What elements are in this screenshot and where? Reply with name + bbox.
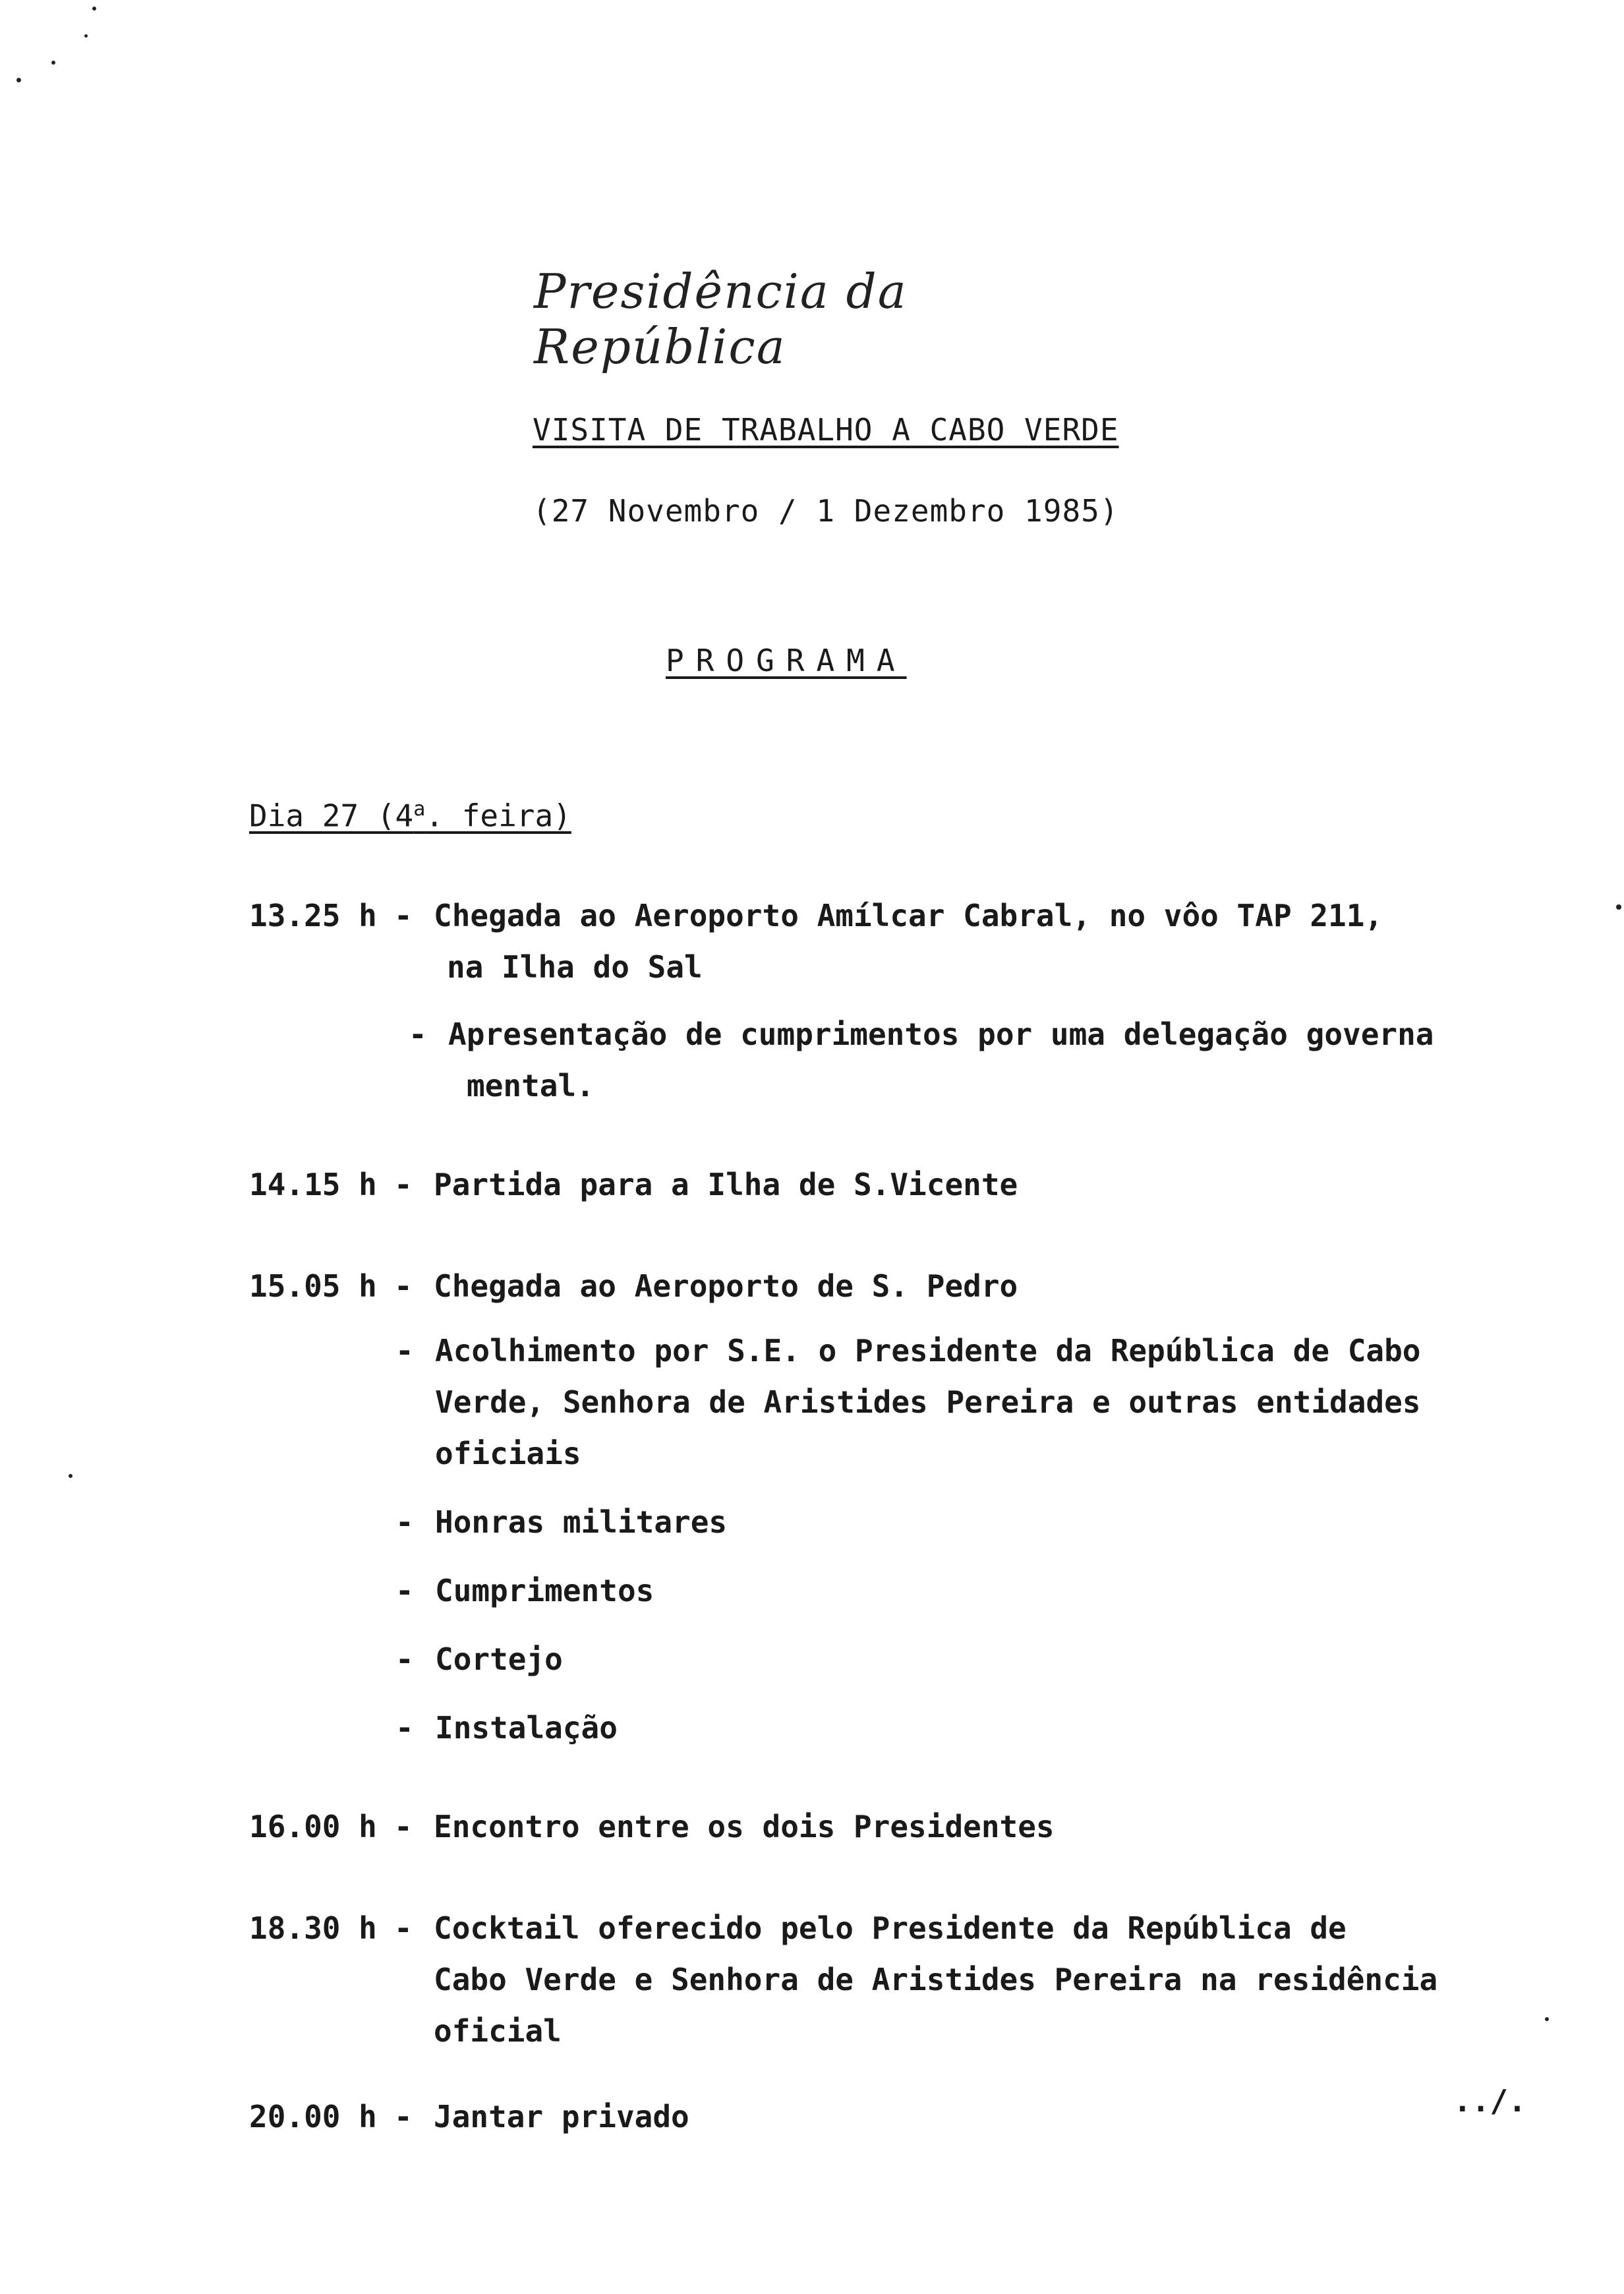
programa-heading: PROGRAMA [666,643,907,678]
letterhead-presidencia: Presidência da República [534,264,908,374]
scan-speck [92,7,96,11]
subitem-text-cont: Verde, Senhora de Aristides Pereira e outras entidades [435,1384,1421,1420]
schedule-dash: - [394,2099,413,2134]
document-title: VISITA DE TRABALHO A CABO VERDE [533,412,1119,448]
schedule-time: 18.30 h [249,1910,377,1946]
visit-dates: (27 Novembro / 1 Dezembro 1985) [533,493,1119,529]
schedule-text: Encontro entre os dois Presidentes [434,1809,1055,1844]
schedule-text-cont: Cabo Verde e Senhora de Aristides Pereira na residência [434,1962,1438,1997]
subitem-text: Cumprimentos [435,1573,654,1608]
schedule-row [249,2091,689,2142]
subitem-text-cont: oficiais [435,1436,581,1471]
schedule-time: 13.25 h [249,898,377,933]
subitem-text: Cortejo [435,1641,563,1677]
schedule-subitem [395,1496,727,1548]
scan-speck [84,34,88,38]
subitem-dash: - [395,1504,414,1540]
subitem-dash: - [409,1016,427,1052]
scan-speck [16,78,21,82]
schedule-row [249,1801,1055,1852]
schedule-subitem [395,1633,563,1685]
schedule-text: Cocktail oferecido pelo Presidente da República de [434,1910,1347,1946]
subitem-dash: - [395,1710,414,1746]
day-heading [249,798,571,833]
schedule-row [249,1159,1018,1210]
schedule-dash: - [394,1809,413,1844]
schedule-dash: - [394,1167,413,1202]
schedule-subitem [395,1565,654,1616]
subitem-text: Acolhimento por S.E. o Presidente da República de Cabo [435,1333,1421,1368]
subitem-text: Apresentação de cumprimentos por uma delegação governa [448,1016,1434,1052]
subitem-dash: - [395,1573,414,1608]
schedule-subitem [395,1702,618,1753]
schedule-text-cont: oficial [434,2013,562,2049]
schedule-row [249,1902,1347,1954]
scan-speck [69,1474,72,1478]
day-ordinal: a [413,798,426,821]
scan-speck [1545,2017,1549,2021]
schedule-time: 20.00 h [249,2099,377,2134]
subitem-text-cont: mental. [467,1068,594,1103]
schedule-time: 16.00 h [249,1809,377,1844]
scan-speck [51,61,55,65]
schedule-dash: - [394,1268,413,1304]
schedule-row [249,890,1383,941]
schedule-time: 15.05 h [249,1268,377,1304]
schedule-dash: - [394,898,413,933]
schedule-text-cont: na Ilha do Sal [447,949,703,985]
schedule-time: 14.15 h [249,1167,377,1202]
schedule-text: Jantar privado [434,2099,689,2134]
subitem-text: Instalação [435,1710,618,1746]
continuation-mark: ../. [1453,2083,1526,2119]
schedule-text: Chegada ao Aeroporto Amílcar Cabral, no vôo TAP 211, [434,898,1383,933]
subitem-text: Honras militares [435,1504,728,1540]
subitem-dash: - [395,1641,414,1677]
day-prefix: Dia 27 (4 [249,798,414,834]
subitem-dash: - [395,1333,414,1368]
scan-speck [1616,904,1621,910]
day-suffix: . feira) [425,798,571,834]
schedule-dash: - [394,1910,413,1946]
schedule-row [249,1260,1018,1312]
schedule-text: Partida para a Ilha de S.Vicente [434,1167,1018,1202]
schedule-text: Chegada ao Aeroporto de S. Pedro [434,1268,1018,1304]
schedule-subitem [409,1009,1434,1060]
schedule-subitem [395,1325,1421,1376]
